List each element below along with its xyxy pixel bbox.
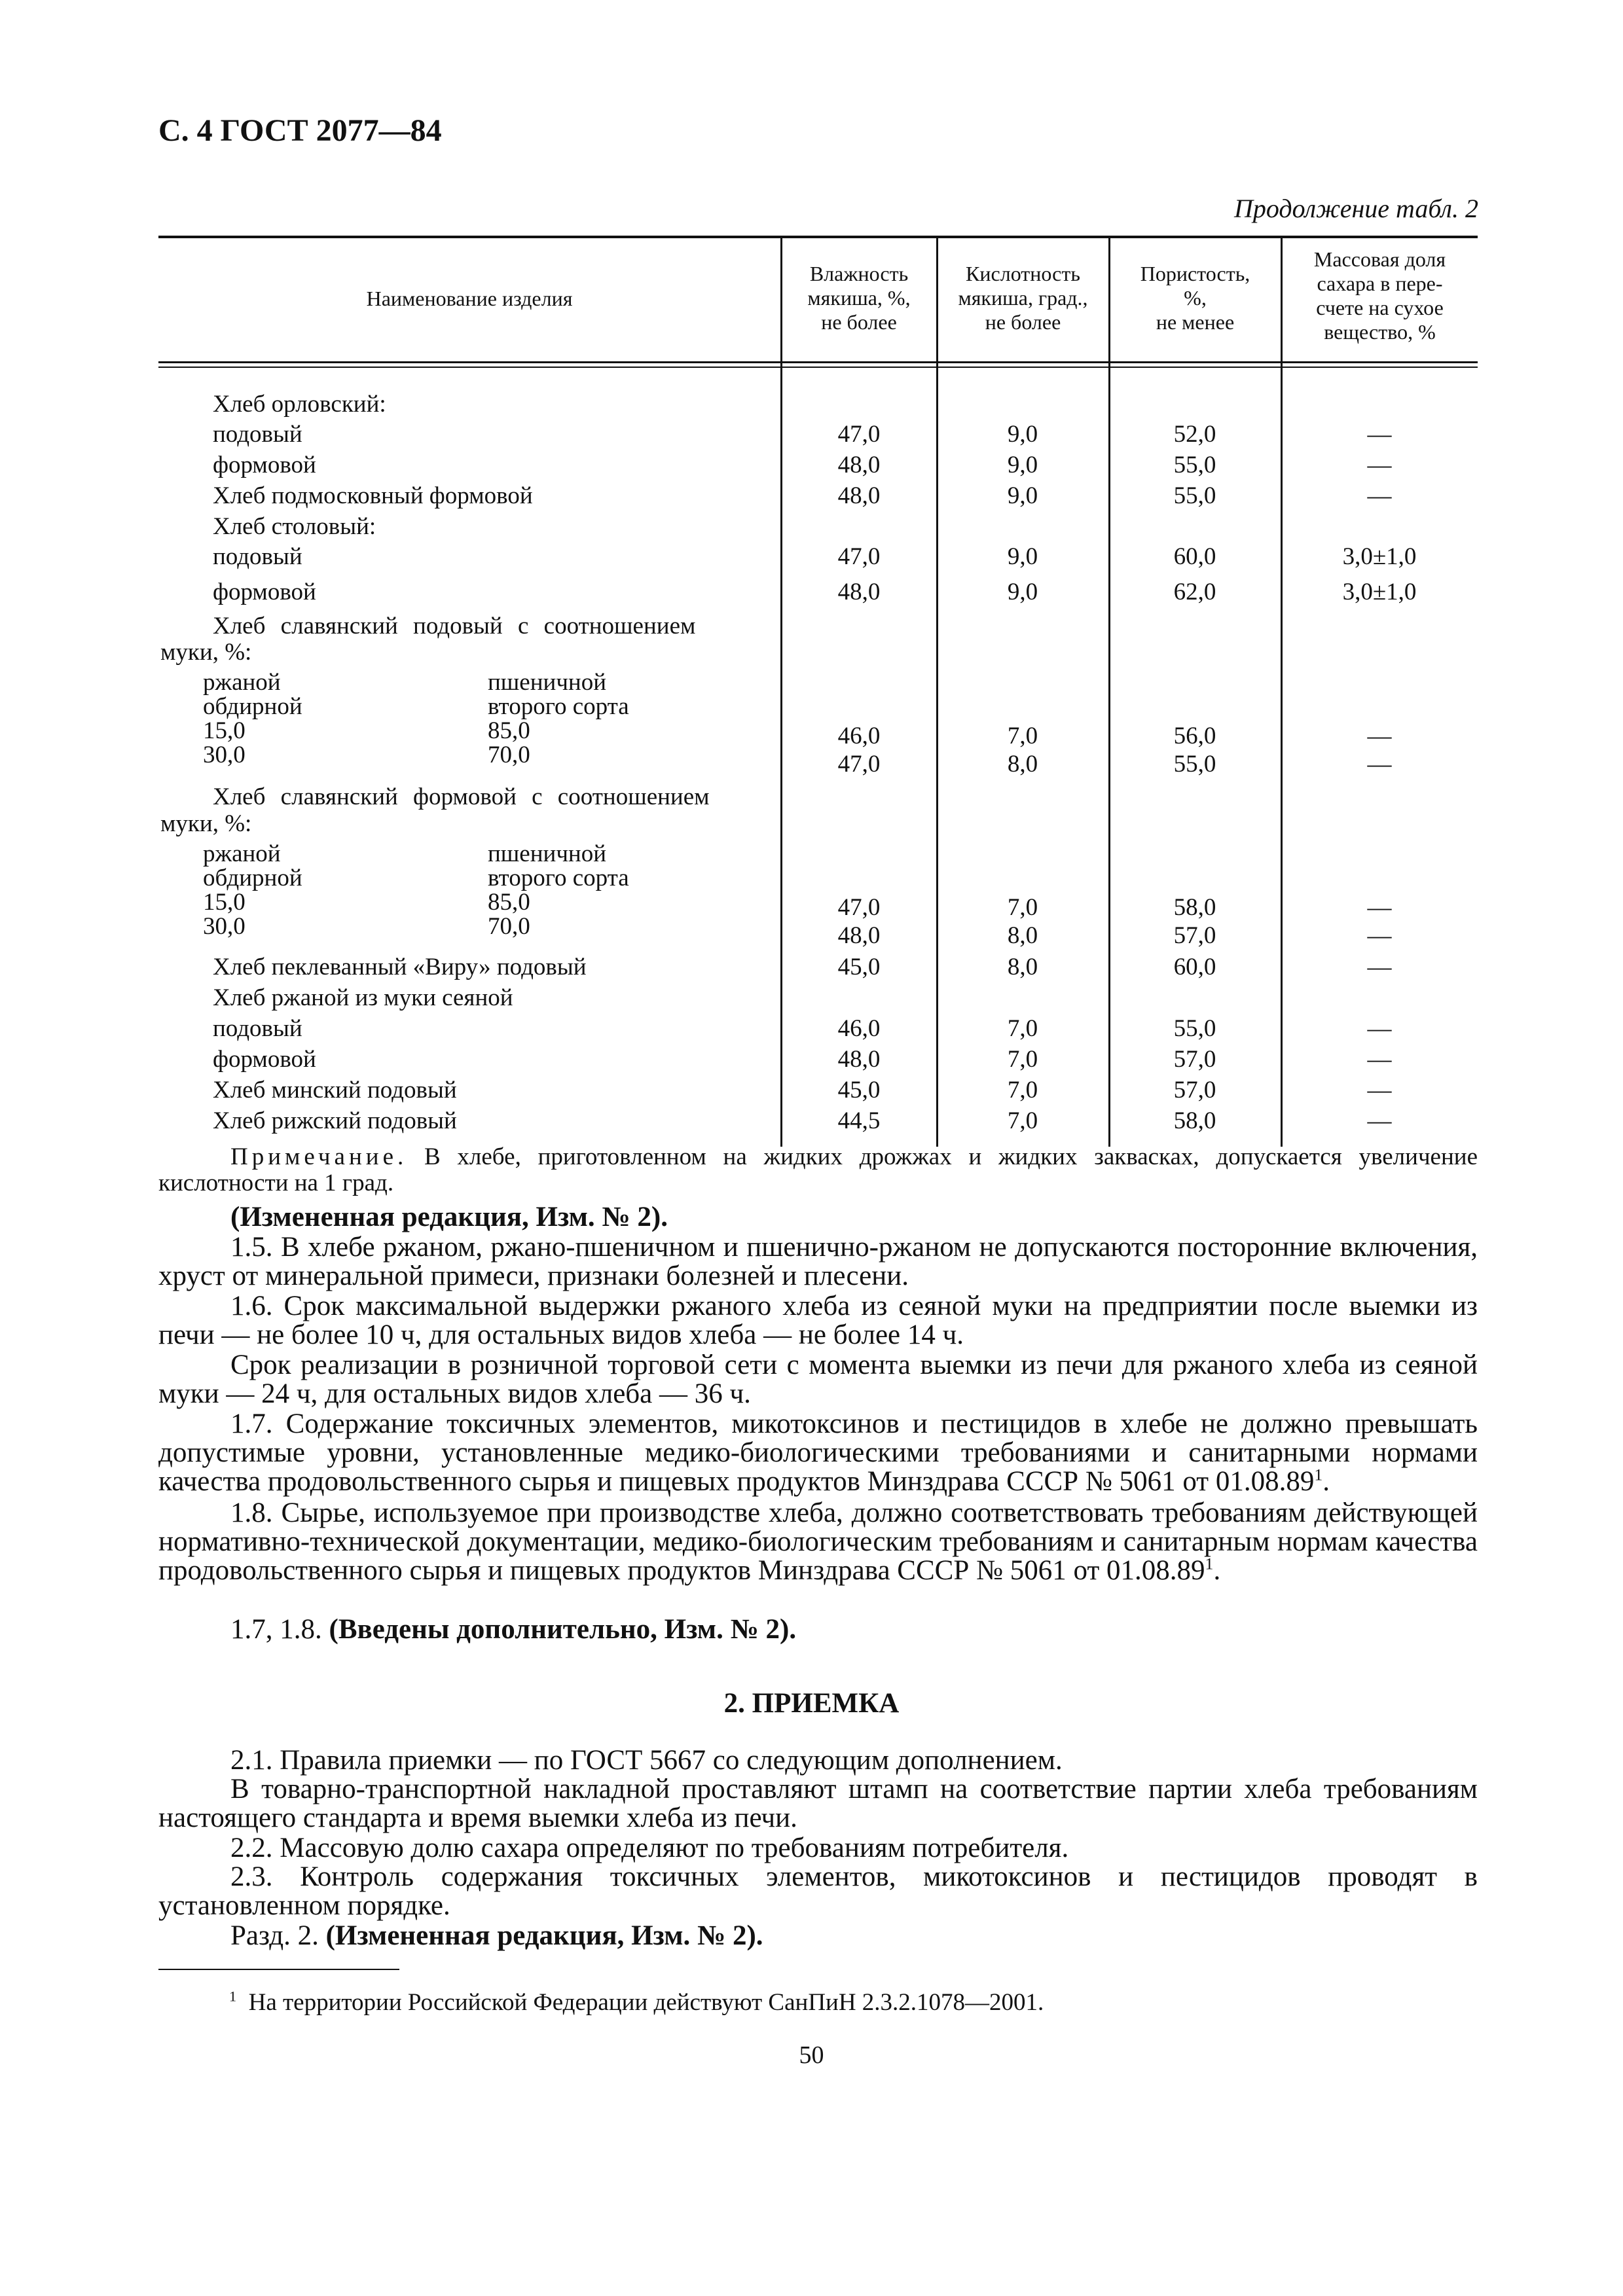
cell-porosity: 57,0 [1173,1046,1216,1073]
cell-porosity: 57,0 [1173,922,1216,949]
col-header-moisture-l1: Влажность [809,262,909,285]
cell-porosity: 56,0 [1173,723,1216,749]
col-header-moisture [782,262,936,334]
col-header-moisture-l2: мякиша, %, [807,286,911,310]
amendment-note: (Измененная редакция, Изм. № 2). [230,1202,668,1232]
row-group-title: Хлеб славянский подовый с соотношением [213,613,696,639]
paragraph-2-2: 2.2. Массовую долю сахара определяют по требованиям потребителя. [230,1833,1069,1863]
cell-acidity: 9,0 [1007,482,1038,509]
col-header-porosity-l1: Пористость, [1140,262,1250,285]
row-name: Хлеб столовый: [213,513,376,540]
amend-bold: (Введены дополнительно, Изм. № 2). [329,1614,797,1645]
ratio-rye: 30,0 [203,742,246,768]
cell-acidity: 7,0 [1007,1046,1038,1073]
row-name: Хлеб минский подовый [213,1077,457,1103]
cell-moisture: 47,0 [837,751,881,778]
cell-moisture: 47,0 [837,543,881,570]
note-text: В хлебе, приготовленном на жидких дрожжах и жидких заквасках, допускается увеличение кислотности на 1 град. [158,1143,1478,1196]
cell-moisture: 48,0 [837,1046,881,1073]
flour-wheat-label: пшеничной [488,669,607,696]
cell-acidity: 9,0 [1007,421,1038,448]
footnote-marker: 1 [1205,1554,1214,1573]
razd-prefix: Разд. 2. [230,1920,326,1951]
row-name: Хлеб пеклеванный «Виру» подовый [213,954,587,980]
note-label: Примечание. [230,1143,408,1170]
page-header: С. 4 ГОСТ 2077—84 [158,113,442,148]
col-header-moisture-l3: не более [821,310,897,334]
row-name: Хлеб подмосковный формовой [213,482,533,509]
row-name: Хлеб орловский: [213,391,386,418]
row-name: формовой [213,579,316,605]
col-header-sugar-l2: сахара в пере- [1317,272,1443,295]
paragraph-1-8-text: 1.8. Сырье, используемое при производстве хлеба, должно соответствовать требованиям действующей нормативно-технической документации, медико-биологическим требованиям и санитарным нормам качества продовольственного сырья и пищевых продуктов Минздрава СССР № 5061 от 01.08.89 [158,1498,1478,1586]
row-group-title-cont: муки, %: [160,639,252,666]
cell-sugar: — [1367,723,1392,749]
cell-sugar: — [1367,452,1392,478]
flour-rye-label-2: обдирной [203,865,302,891]
col-header-sugar-l1: Массовая доля [1313,247,1446,271]
flour-wheat-label-2: второго сорта [488,693,629,720]
col-header-acidity-l1: Кислотность [966,262,1080,285]
paragraph-2-1: 2.1. Правила приемки — по ГОСТ 5667 со следующим дополнением. [230,1745,1063,1776]
cell-moisture: 44,5 [837,1107,881,1134]
footnote-rule [158,1969,399,1970]
cell-acidity: 8,0 [1007,922,1038,949]
cell-moisture: 48,0 [837,579,881,605]
cell-moisture: 47,0 [837,421,881,448]
cell-moisture: 48,0 [837,452,881,478]
table-divider-1 [780,237,782,1147]
table-header-rule [158,361,1478,363]
ratio-rye: 30,0 [203,913,246,940]
col-header-sugar-l3: счете на сухое [1316,296,1444,319]
footnote-mark: 1 [229,1988,237,2005]
cell-sugar: 3,0±1,0 [1342,579,1417,605]
cell-porosity: 60,0 [1173,543,1216,570]
cell-porosity: 57,0 [1173,1077,1216,1103]
cell-porosity: 58,0 [1173,894,1216,921]
cell-sugar: — [1367,482,1392,509]
section-2-amend [230,1922,1474,1950]
cell-sugar: — [1367,1077,1392,1103]
cell-acidity: 9,0 [1007,579,1038,605]
paragraph-2-1-cont: В товарно-транспортной накладной проставляют штамп на соответствие партии хлеба требованиям настоящего стандарта и время выемки хлеба из печи. [158,1774,1478,1833]
row-name: подовый [213,543,302,570]
row-name: формовой [213,452,316,478]
cell-porosity: 55,0 [1173,751,1216,778]
paragraph-1-7-text: 1.7. Содержание токсичных элементов, микотоксинов и пестицидов в хлебе не должно превышать допустимые уровни, установленные медико-биологическими требованиями и санитарными нормами качества продовольственного сырья и пищевых продуктов Минздрава СССР № 5061 от 01.08.89 [158,1408,1478,1497]
row-name: подовый [213,421,302,448]
cell-acidity: 9,0 [1007,543,1038,570]
paragraph-2-3: 2.3. Контроль содержания токсичных элементов, микотоксинов и пестицидов проводят в установленном порядке. [158,1861,1478,1921]
cell-sugar: — [1367,1046,1392,1073]
page-number: 50 [799,2041,824,2069]
col-header-name: Наименование изделия [366,287,573,310]
cell-moisture: 48,0 [837,482,881,509]
cell-acidity: 7,0 [1007,1015,1038,1042]
cell-sugar: — [1367,421,1392,448]
flour-rye-label: ржаной [203,840,281,867]
cell-porosity: 60,0 [1173,954,1216,980]
cell-moisture: 45,0 [837,954,881,980]
table-divider-4 [1281,237,1283,1147]
cell-porosity: 52,0 [1173,421,1216,448]
row-name: формовой [213,1046,316,1073]
cell-sugar: — [1367,751,1392,778]
amend-prefix: 1.7, 1.8. [230,1614,329,1645]
cell-sugar: — [1367,1015,1392,1042]
row-name: Хлеб рижский подовый [213,1107,457,1134]
col-header-sugar [1282,247,1478,344]
table-continuation-label: Продолжение табл. 2 [1233,194,1478,223]
col-header-porosity [1110,262,1281,334]
row-name: Хлеб ржаной из муки сеяной [213,984,513,1011]
table-header-rule-2 [158,367,1478,368]
footnote-text: На территории Российской Федерации действуют СанПиН 2.3.2.1078—2001. [248,1989,1044,2016]
paragraph-1-8: 1.8. Сырье, используемое при производстве хлеба, должно соответствовать требованиям действующей нормативно-технической документации, медико-биологическим требованиям и санитарным нормам качества продовольственного сырья и пищевых продуктов Минздрава СССР № 5061 от 01.08.89$^1$. [158,1498,1478,1586]
cell-moisture: 46,0 [837,723,881,749]
razd-bold: (Измененная редакция, Изм. № 2). [325,1920,763,1951]
col-header-acidity [938,262,1108,334]
flour-rye-label: ржаной [203,669,281,696]
cell-acidity: 8,0 [1007,954,1038,980]
cell-sugar: — [1367,954,1392,980]
paragraph-1-7: 1.7. Содержание токсичных элементов, микотоксинов и пестицидов в хлебе не должно превышать допустимые уровни, установленные медико-биологическими требованиями и санитарными нормами качества продовольственного сырья и пищевых продуктов Минздрава СССР № 5061 от 01.08.89$^1$. [158,1408,1478,1497]
footnote-marker: 1 [1314,1465,1323,1484]
ratio-rye: 15,0 [203,717,246,744]
col-header-porosity-l3: не менее [1156,310,1235,334]
cell-porosity: 58,0 [1173,1107,1216,1134]
ratio-wheat: 85,0 [488,717,530,744]
col-header-acidity-l2: мякиша, град., [958,286,1088,310]
row-group-title-cont: муки, %: [160,810,252,837]
cell-porosity: 62,0 [1173,579,1216,605]
section-2-heading: 2. ПРИЕМКА [723,1688,900,1719]
table-divider-2 [936,237,938,1147]
cell-acidity: 7,0 [1007,723,1038,749]
cell-sugar: — [1367,922,1392,949]
ratio-wheat: 85,0 [488,889,530,916]
cell-acidity: 7,0 [1007,894,1038,921]
cell-moisture: 47,0 [837,894,881,921]
paragraph-1-7-1-8-amend [230,1615,1474,1644]
paragraph-1-6-cont: Срок реализации в розничной торговой сети с момента выемки из печи для ржаного хлеба из сеяной муки — 24 ч, для остальных видов хлеба — 36 ч. [158,1350,1478,1409]
cell-sugar: 3,0±1,0 [1342,543,1417,570]
cell-sugar: — [1367,894,1392,921]
cell-acidity: 7,0 [1007,1107,1038,1134]
cell-moisture: 48,0 [837,922,881,949]
col-header-porosity-l2: %, [1184,286,1207,310]
table-note [158,1144,1478,1196]
cell-porosity: 55,0 [1173,452,1216,478]
cell-acidity: 7,0 [1007,1077,1038,1103]
flour-rye-label-2: обдирной [203,693,302,720]
ratio-wheat: 70,0 [488,742,530,768]
cell-porosity: 55,0 [1173,1015,1216,1042]
ratio-rye: 15,0 [203,889,246,916]
cell-moisture: 45,0 [837,1077,881,1103]
cell-porosity: 55,0 [1173,482,1216,509]
footnote [229,1988,1044,2017]
flour-wheat-label-2: второго сорта [488,865,629,891]
row-name: подовый [213,1015,302,1042]
paragraph-1-5: 1.5. В хлебе ржаном, ржано-пшеничном и пшенично-ржаном не допускаются посторонние включения, хруст от минеральной примеси, признаки болезней и плесени. [158,1232,1478,1291]
flour-wheat-label: пшеничной [488,840,607,867]
cell-moisture: 46,0 [837,1015,881,1042]
cell-sugar: — [1367,1107,1392,1134]
cell-acidity: 9,0 [1007,452,1038,478]
col-header-sugar-l4: вещество, % [1324,320,1436,344]
col-header-acidity-l3: не более [985,310,1061,334]
table-top-rule [158,236,1478,238]
cell-acidity: 8,0 [1007,751,1038,778]
table-divider-3 [1108,237,1110,1147]
paragraph-1-6: 1.6. Срок максимальной выдержки ржаного хлеба из сеяной муки на предприятии после выемки из печи — не более 10 ч, для остальных видов хлеба — не более 14 ч. [158,1291,1478,1350]
row-group-title: Хлеб славянский формовой с соотношением [213,783,710,810]
ratio-wheat: 70,0 [488,913,530,940]
